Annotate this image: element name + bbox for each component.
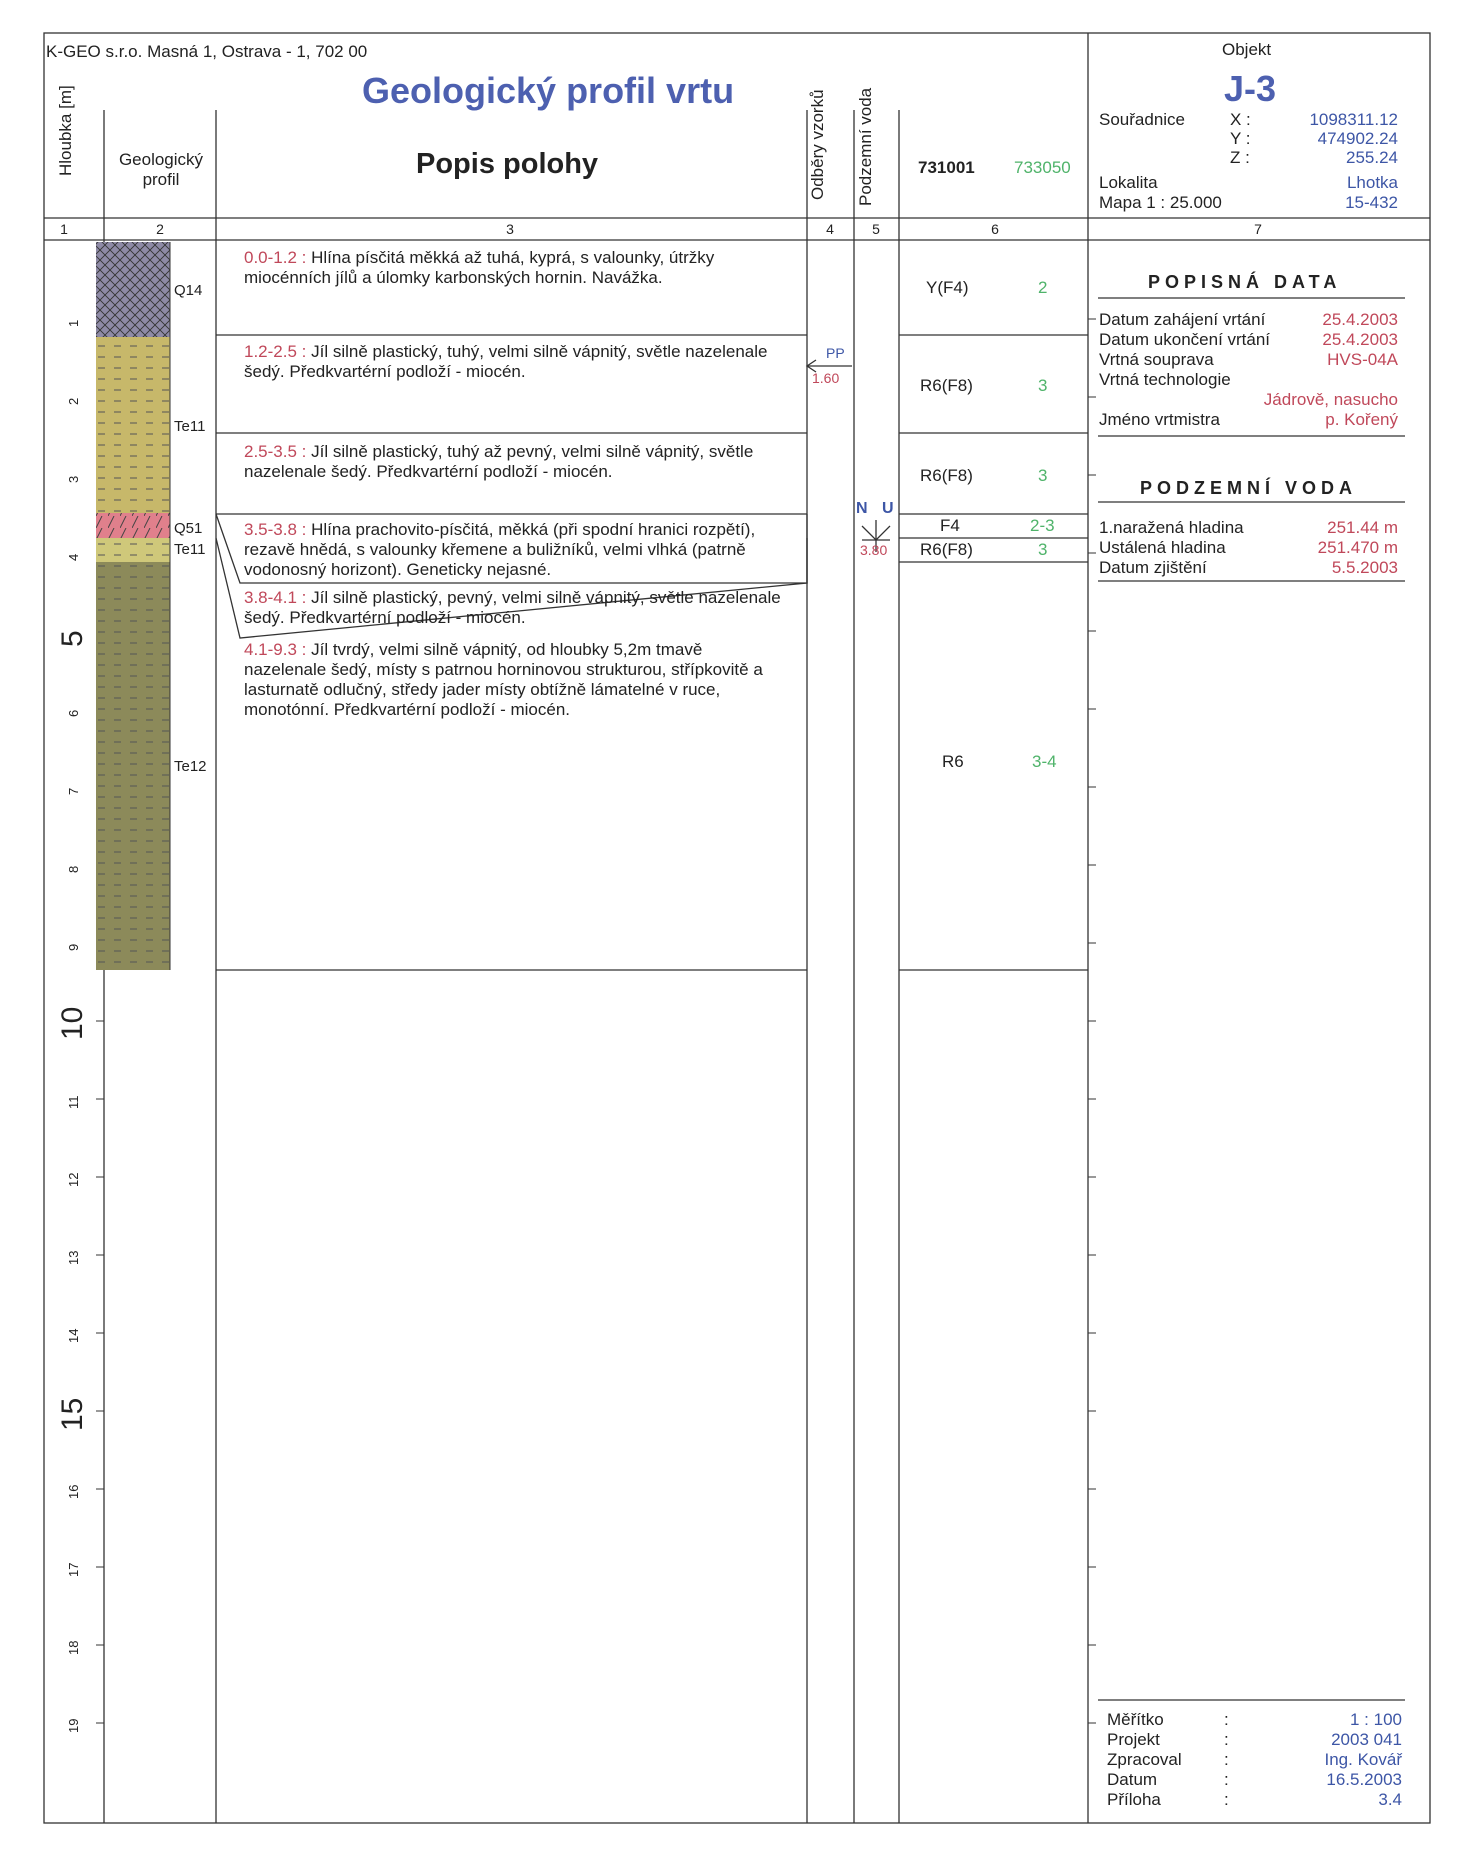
layer-grade-6: 3-4 (1032, 752, 1057, 771)
depth-label-16: 16 (66, 1484, 81, 1499)
column-profile-header-2: profil (142, 170, 180, 189)
coord-y-label: Y : (1230, 129, 1251, 148)
project-value: 2003 041 (1331, 1730, 1402, 1749)
annex-value: 3.4 (1378, 1790, 1402, 1809)
technology-label: Vrtná technologie (1099, 370, 1231, 389)
end-label: Datum ukončení vrtání (1099, 330, 1271, 349)
steady-level-value: 251.470 m (1317, 538, 1398, 557)
water-date-label: Datum zjištění (1099, 558, 1207, 577)
column-number-4: 4 (826, 221, 834, 237)
layer-class-3: R6(F8) (920, 466, 973, 485)
rig-label: Vrtná souprava (1099, 350, 1214, 369)
footer-date-label: Datum (1107, 1770, 1158, 1789)
depth-label-12: 12 (66, 1172, 81, 1187)
coords-label: Souřadnice (1099, 110, 1186, 129)
groundwater-title: PODZEMNÍ VODA (1140, 478, 1358, 498)
water-date-value: 5.5.2003 (1331, 558, 1398, 577)
annex-colon: : (1224, 1790, 1229, 1809)
layer-class-5: R6(F8) (920, 540, 973, 559)
layer-description-2: 1.2-2.5 : Jíl silně plastický, tuhý, velmi silně vápnitý, světle nazelenale šedý. Předkvartérní podloží - miocén. (244, 342, 768, 381)
driller-value: p. Kořený (1325, 410, 1398, 429)
water-depth: 3.80 (860, 542, 888, 558)
column-number-7: 7 (1254, 221, 1262, 237)
column-number-5: 5 (872, 221, 880, 237)
object-label: Objekt (1222, 40, 1272, 59)
depth-label-17: 17 (66, 1562, 81, 1577)
project-label: Projekt (1107, 1730, 1160, 1749)
page-title: Geologický profil vrtu (362, 70, 735, 111)
layer-grade-5: 3 (1038, 540, 1048, 559)
layer-grade-4: 2-3 (1030, 516, 1055, 535)
layer-class-4: F4 (940, 516, 960, 535)
column-number-3: 3 (506, 221, 514, 237)
column-depth-header: Hloubka [m] (56, 85, 75, 176)
column-groundwater-header: Podzemní voda (856, 87, 875, 206)
strata-code-te11b: Te11 (174, 541, 206, 558)
scale-value: 1 : 100 (1350, 1710, 1402, 1729)
start-label: Datum zahájení vrtání (1099, 310, 1266, 329)
depth-label-19: 19 (66, 1718, 81, 1733)
technology-value: Jádrově, nasucho (1263, 390, 1398, 409)
layer-grade-3: 3 (1038, 466, 1048, 485)
column-number-2: 2 (156, 221, 164, 237)
coord-z: 255.24 (1346, 148, 1398, 167)
layer-description-3: 2.5-3.5 : Jíl silně plastický, tuhý až pevný, velmi silně vápnitý, světle nazelenale šedý. Předkvartérní podloží - miocén. (244, 442, 754, 481)
coord-x: 1098311.12 (1309, 110, 1398, 129)
coord-x-label: X : (1230, 110, 1251, 129)
strata-code-q51: Q51 (174, 520, 203, 537)
strata-code-te11: Te11 (174, 418, 206, 435)
descriptive-data-title: POPISNÁ DATA (1148, 272, 1342, 292)
layer-description-1: 0.0-1.2 : Hlína písčitá měkká až tuhá, kyprá, s valounky, útržky miocénních jílů a úlomky karbonských hornin. Navážka. (244, 248, 715, 287)
water-mark-n: N (856, 500, 868, 517)
coord-z-label: Z : (1230, 148, 1250, 167)
map-label: Mapa 1 : 25.000 (1099, 193, 1222, 212)
column-profile-header: Geologický (118, 150, 204, 169)
first-level-label: 1.naražená hladina (1099, 518, 1244, 537)
layer-class-6: R6 (942, 752, 964, 771)
layer-grade-1: 2 (1038, 278, 1048, 297)
object-id: J-3 (1224, 68, 1277, 109)
layer-description-5: 3.8-4.1 : Jíl silně plastický, pevný, velmi silně vápnitý, světle nazelenale šedý. Předkvartérní podloží - miocén. (244, 588, 781, 627)
strata-code-q14: Q14 (174, 282, 203, 299)
sample-label: PP (826, 345, 845, 361)
depth-label-6: 6 (66, 709, 81, 717)
coord-y: 474902.24 (1317, 129, 1398, 148)
footer-date-colon: : (1224, 1770, 1229, 1789)
end-value: 25.4.2003 (1322, 330, 1398, 349)
depth-label-15: 15 (56, 1397, 89, 1431)
map-value: 15-432 (1345, 193, 1398, 212)
locality-label: Lokalita (1099, 173, 1158, 192)
layer-grade-2: 3 (1038, 376, 1048, 395)
depth-label-4: 4 (66, 553, 81, 561)
depth-label-10: 10 (56, 1006, 89, 1040)
depth-label-1: 1 (66, 319, 81, 327)
first-level-value: 251.44 m (1327, 518, 1398, 537)
rig-value: HVS-04A (1327, 350, 1398, 369)
scale-colon: : (1224, 1710, 1229, 1729)
sample-depth: 1.60 (812, 370, 840, 386)
depth-label-8: 8 (66, 865, 81, 873)
depth-label-7: 7 (66, 787, 81, 795)
column-description-header: Popis polohy (416, 148, 599, 180)
depth-label-11: 11 (66, 1095, 81, 1109)
depth-label-3: 3 (66, 475, 81, 483)
driller-label: Jméno vrtmistra (1099, 410, 1220, 429)
steady-level-label: Ustálená hladina (1099, 538, 1226, 557)
depth-label-2: 2 (66, 397, 81, 405)
column-number-6: 6 (991, 221, 999, 237)
company-name: K-GEO s.r.o. Masná 1, Ostrava - 1, 702 00 (46, 42, 368, 61)
layer-description-6: 4.1-9.3 : Jíl tvrdý, velmi silně vápnitý, od hloubky 5,2m tmavě nazelenale šedý, místy s patrnou horninovou strukturou, střípkovitě a lasturnatě odlučný, středy jader místy obtížně lámatelné v ruce, monotónní. Předkvartérní podloží - miocén. (244, 640, 763, 719)
author-label: Zpracoval (1107, 1750, 1182, 1769)
author-value: Ing. Kovář (1324, 1750, 1402, 1769)
depth-label-14: 14 (66, 1328, 81, 1343)
project-colon: : (1224, 1730, 1229, 1749)
annex-label: Příloha (1107, 1790, 1161, 1809)
layer-class-2: R6(F8) (920, 376, 973, 395)
strata-code-te12: Te12 (174, 758, 207, 775)
column-number-1: 1 (60, 221, 68, 237)
depth-label-13: 13 (66, 1250, 81, 1265)
water-mark-u: U (882, 500, 894, 517)
locality-value: Lhotka (1346, 173, 1398, 192)
footer-date-value: 16.5.2003 (1326, 1770, 1402, 1789)
author-colon: : (1224, 1750, 1229, 1769)
column-code1: 731001 (918, 158, 975, 177)
scale-label: Měřítko (1107, 1710, 1164, 1729)
layer-class-1: Y(F4) (926, 278, 969, 297)
depth-label-18: 18 (66, 1640, 81, 1655)
depth-label-9: 9 (66, 943, 81, 951)
profile-layers (96, 242, 170, 970)
start-value: 25.4.2003 (1322, 310, 1398, 329)
column-code2: 733050 (1014, 158, 1071, 177)
column-samples-header: Odběry vzorků (808, 89, 827, 200)
depth-label-5: 5 (56, 630, 89, 647)
layer-description-4: 3.5-3.8 : Hlína prachovito-písčitá, měkká (při spodní hranici rozpětí), rezavě hnědá, s valounky křemene a buližníků, velmi vlhká (patrně vodonosný horizont). Geneticky nejasné. (244, 520, 756, 579)
